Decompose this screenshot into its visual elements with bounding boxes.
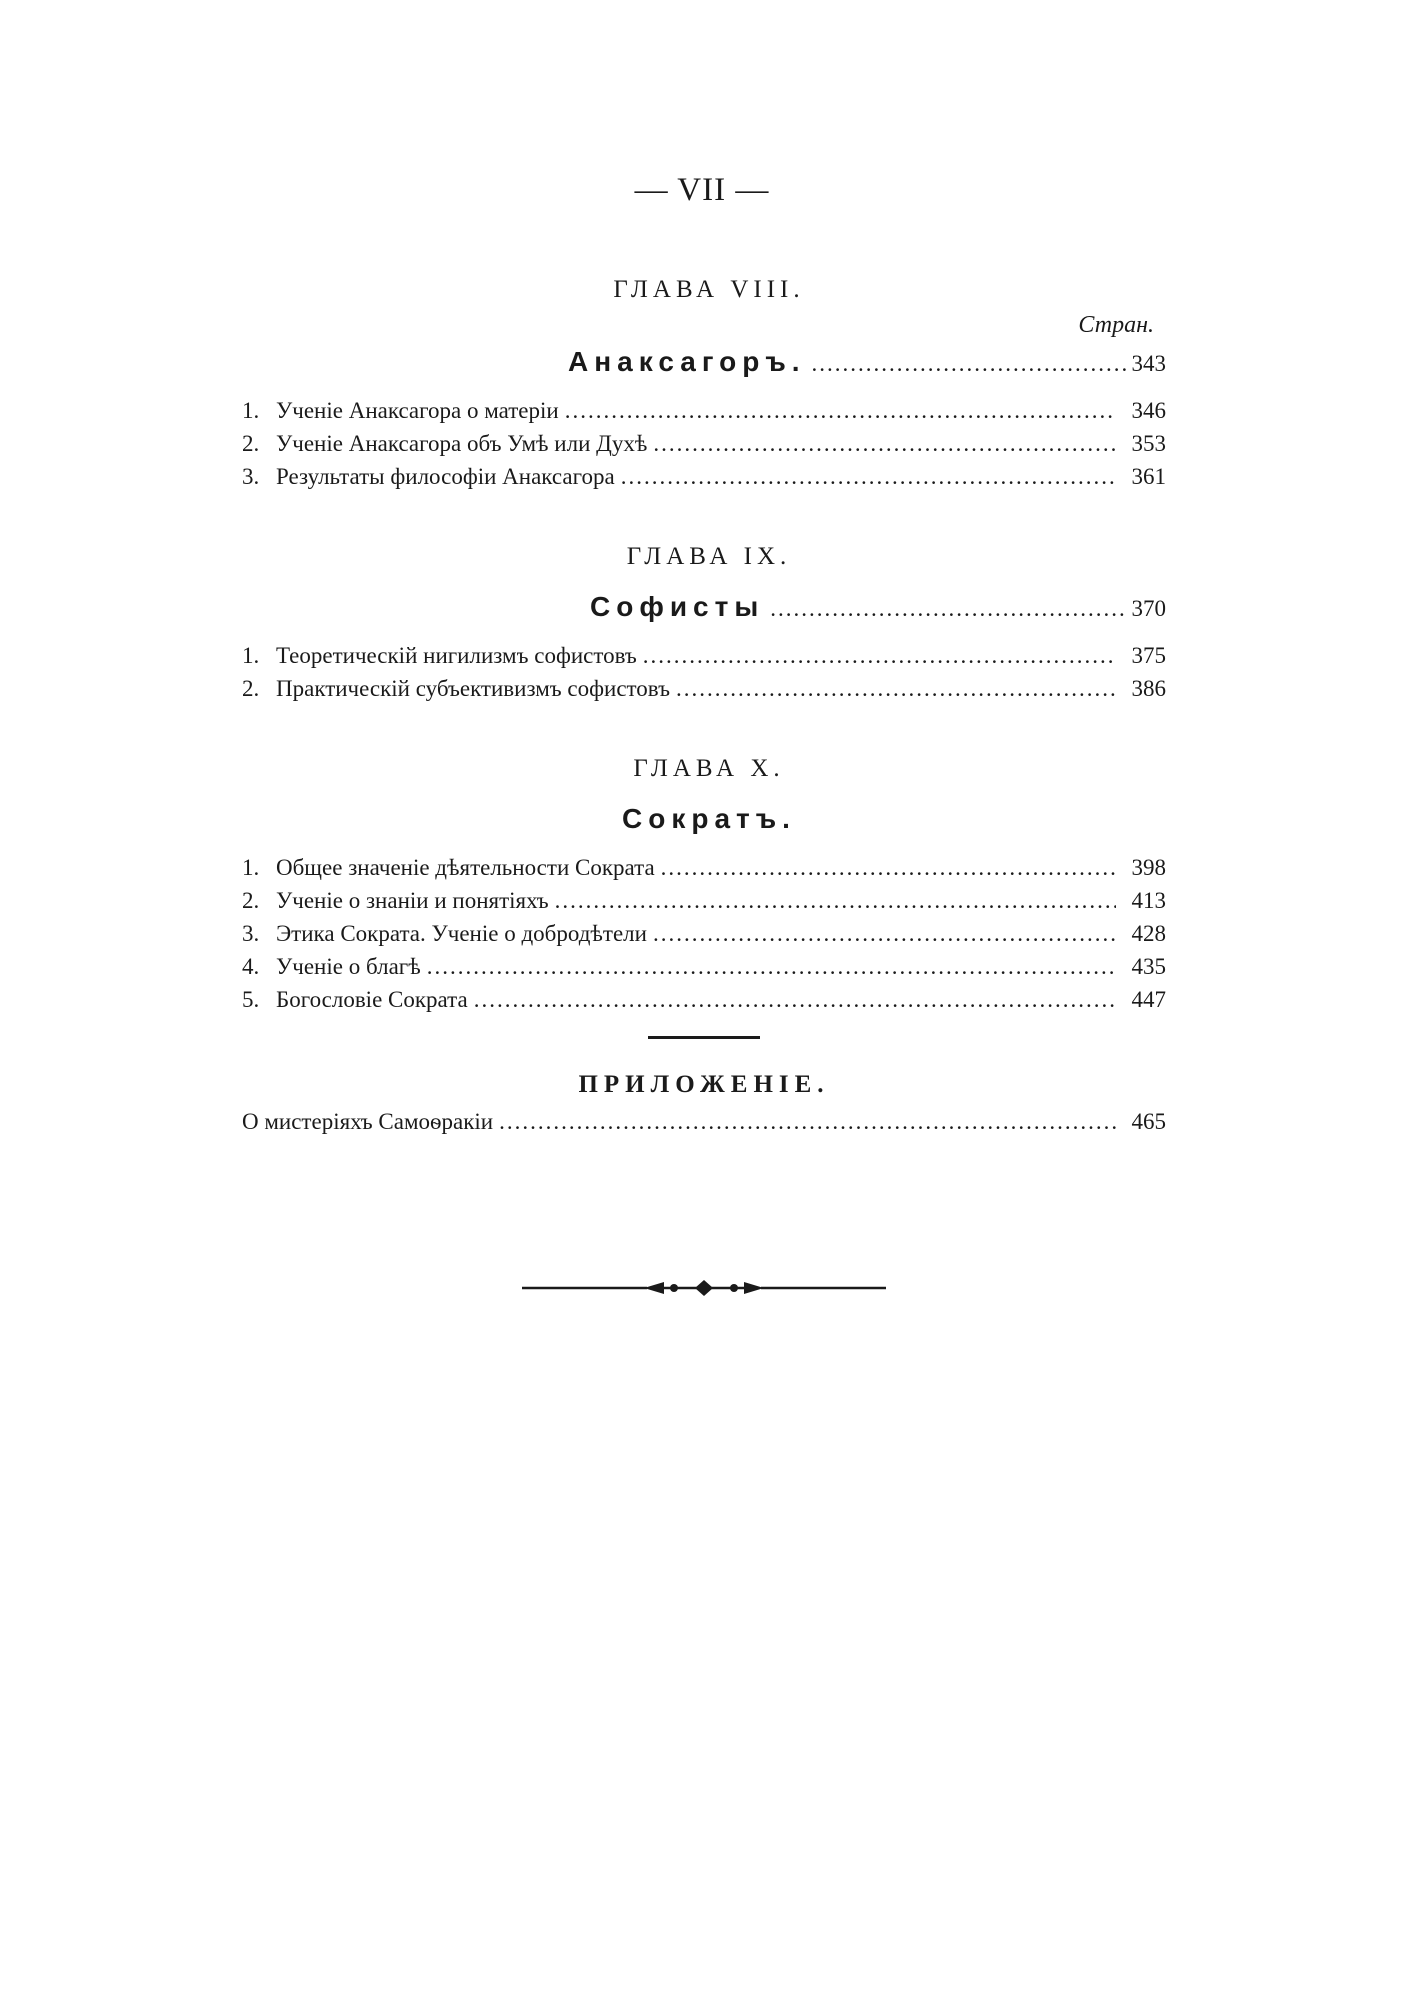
entry-page: 398 xyxy=(1131,855,1166,880)
entry-page: 435 xyxy=(1131,954,1166,979)
dot-leader xyxy=(770,587,1125,631)
toc-entry[interactable] xyxy=(242,460,1166,493)
page-number: — VII — xyxy=(634,172,770,208)
chapter-9-title: Софисты xyxy=(590,591,765,622)
toc-entry[interactable] xyxy=(242,427,1166,460)
dot-leader xyxy=(427,950,1116,983)
entry-title: О мистеріяхъ Самоѳракіи xyxy=(242,1109,494,1134)
chapter-9-page: 370 xyxy=(1131,596,1166,621)
entry-number: 5. xyxy=(242,987,260,1012)
entry-title: Этика Сократа. Ученіе о добродѣтели xyxy=(276,921,647,946)
entry-page: 361 xyxy=(1131,464,1166,489)
entry-number: 2. xyxy=(242,431,260,456)
dot-leader xyxy=(555,884,1116,917)
dot-leader xyxy=(812,342,1126,386)
dot-leader xyxy=(653,917,1116,950)
table-of-contents xyxy=(242,270,1166,1138)
dot-leader xyxy=(499,1105,1116,1138)
toc-entry[interactable] xyxy=(242,1105,1166,1138)
entry-number: 1. xyxy=(242,398,260,423)
toc-entry[interactable] xyxy=(242,851,1166,884)
dot-leader xyxy=(565,394,1116,427)
dot-leader xyxy=(474,983,1116,1016)
entry-page: 375 xyxy=(1131,643,1166,668)
entry-page: 346 xyxy=(1131,398,1166,423)
chapter-8-page: 343 xyxy=(1131,351,1166,376)
toc-entry[interactable] xyxy=(242,983,1166,1016)
entry-title: Общее значеніе дѣятельности Сократа xyxy=(276,855,655,880)
toc-entry[interactable] xyxy=(242,884,1166,917)
toc-entry[interactable] xyxy=(242,950,1166,983)
chapter-10-section xyxy=(242,749,1166,1016)
toc-entry[interactable] xyxy=(242,917,1166,950)
toc-entry[interactable] xyxy=(242,639,1166,672)
chapter-10-heading: ГЛАВА X. xyxy=(633,755,785,782)
dot-leader xyxy=(676,672,1116,705)
chapter-9-heading: ГЛАВА IX. xyxy=(626,543,792,570)
toc-entry[interactable] xyxy=(242,394,1166,427)
entry-title: Ученіе Анаксагора объ Умѣ или Духѣ xyxy=(276,431,648,456)
entry-number: 2. xyxy=(242,676,260,701)
chapter-9-title-row[interactable] xyxy=(242,585,1166,629)
entry-page: 447 xyxy=(1131,987,1166,1012)
entry-number: 2. xyxy=(242,888,260,913)
entry-title: Ученіе о знаніи и понятіяхъ xyxy=(276,888,549,913)
chapter-9-section xyxy=(242,537,1166,705)
chapter-8-title-row[interactable] xyxy=(242,340,1166,384)
chapter-10-title[interactable]: Сократъ. xyxy=(622,803,796,834)
entry-title: Теоретическій нигилизмъ софистовъ xyxy=(276,643,637,668)
entry-page: 353 xyxy=(1131,431,1166,456)
entry-number: 3. xyxy=(242,921,260,946)
entry-page: 428 xyxy=(1131,921,1166,946)
chapter-8-heading: ГЛАВА VIII. xyxy=(613,276,805,303)
dot-leader xyxy=(661,851,1116,884)
entry-page: 465 xyxy=(1131,1109,1166,1134)
toc-entry[interactable] xyxy=(242,672,1166,705)
chapter-8-section xyxy=(242,270,1166,493)
entry-number: 1. xyxy=(242,855,260,880)
dot-leader xyxy=(643,639,1116,672)
dot-leader xyxy=(653,427,1116,460)
chapter-8-title: Анаксагоръ. xyxy=(568,346,806,377)
entry-number: 3. xyxy=(242,464,260,489)
appendix-heading: ПРИЛОЖЕНІЕ. xyxy=(578,1071,830,1098)
entry-title: Результаты философіи Анаксагора xyxy=(276,464,615,489)
tailpiece-ornament-icon xyxy=(522,1280,886,1296)
page-column-label: Стран. xyxy=(1078,312,1154,338)
entry-title: Ученіе о благѣ xyxy=(276,954,421,979)
appendix-section xyxy=(242,1065,1166,1138)
entry-page: 386 xyxy=(1131,676,1166,701)
entry-title: Практическій субъективизмъ софистовъ xyxy=(276,676,670,701)
entry-title: Ученіе Анаксагора о матеріи xyxy=(276,398,559,423)
entry-number: 1. xyxy=(242,643,260,668)
entry-page: 413 xyxy=(1131,888,1166,913)
entry-number: 4. xyxy=(242,954,260,979)
entry-title: Богословіе Сократа xyxy=(276,987,468,1012)
dot-leader xyxy=(621,460,1116,493)
